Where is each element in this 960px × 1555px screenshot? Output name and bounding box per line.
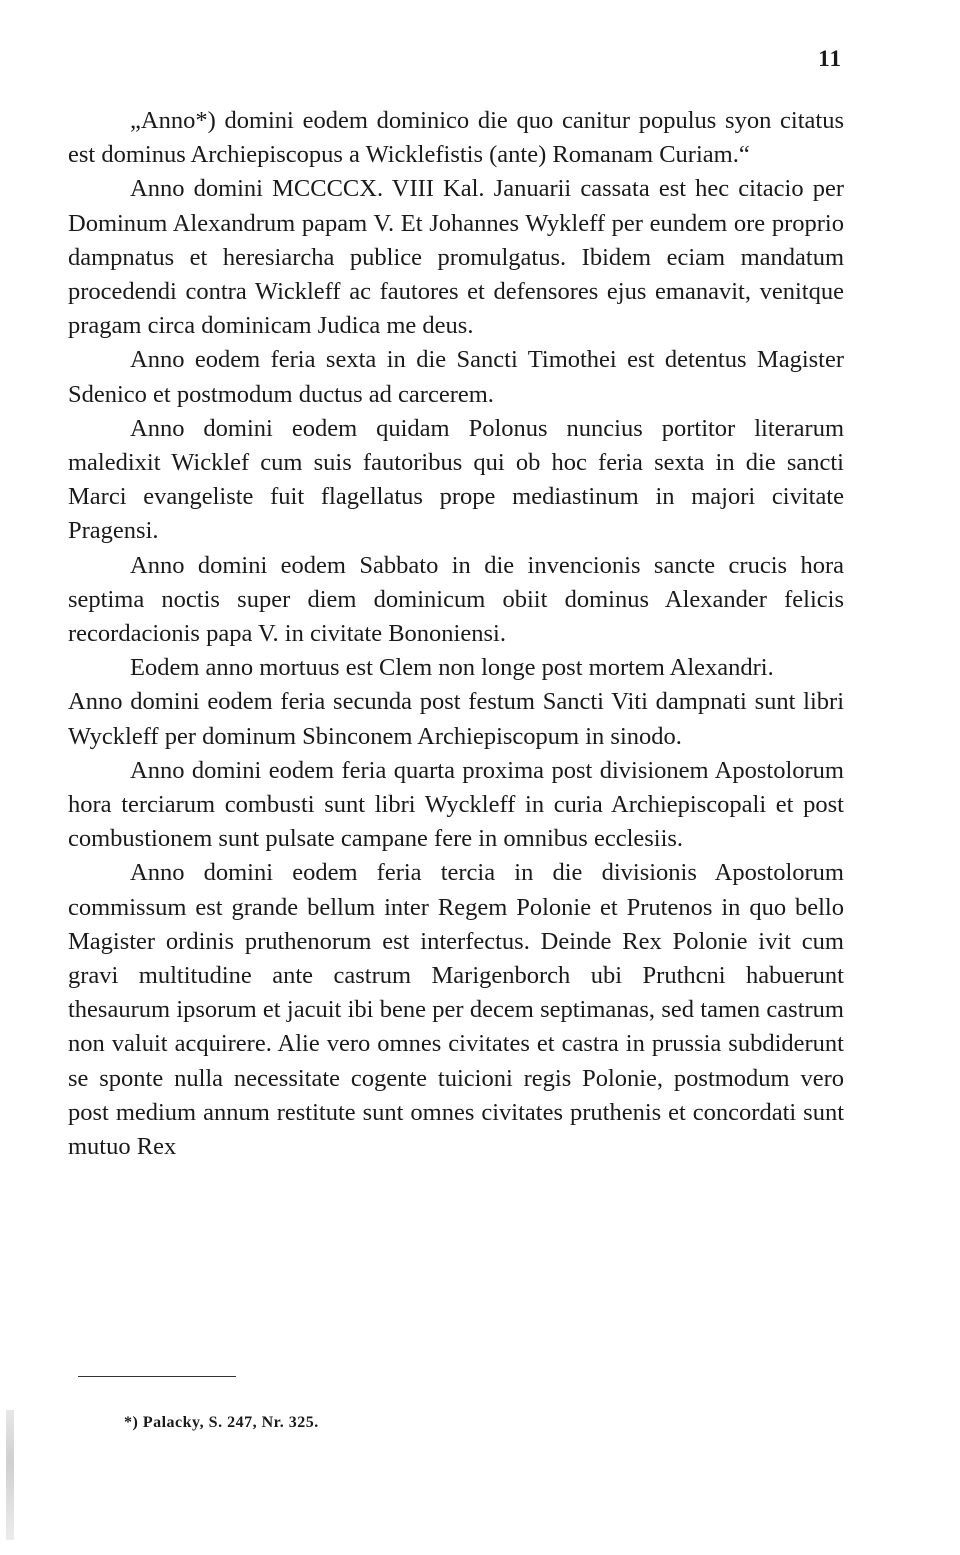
scan-gutter-shadow <box>6 1410 14 1540</box>
footnote: *) Palacky, S. 247, Nr. 325. <box>124 1414 319 1431</box>
paragraph-2: Anno domini MCCCCX. VIII Kal. Januarii cassata est hec citacio per Dominum Alexandrum papam V. Et Johannes Wykleff per eundem ore proprio dampnatus et heresiarcha publice promulgatus. Ibidem eciam mandatum procedendi contra Wickleff ac fautores et defensores ejus emanavit, venitque pragam circa dominicam Judica me deus. <box>68 175 844 340</box>
paragraph-3: Anno eodem feria sexta in die Sancti Timothei est detentus Magister Sdenico et postmodum ductus ad carcerem. <box>68 346 844 408</box>
paragraph-9: Anno domini eodem feria tercia in die divisionis Apostolorum commissum est grande bellum inter Regem Polonie et Prutenos in quo bello Magister ordinis pruthenorum est interfectus. Deinde Rex Polonie ivit cum gravi multitudine ante castrum Marigenborch ubi Pruthcni habuerunt thesaurum ipsorum et jacuit ibi bene per decem septimanas, sed tamen castrum non valuit acquirere. Alie vero omnes civitates et castra in prussia subdiderunt se sponte nulla necessitate cogente tuicioni regis Polonie, postmodum vero post medium annum restitute sunt omnes civitates pruthenis et concordati sunt mutuo Rex <box>68 859 844 1161</box>
paragraph-4: Anno domini eodem quidam Polonus nuncius portitor literarum maledixit Wicklef cum suis fautoribus qui ob hoc feria sexta in die sancti Marci evangeliste fuit flagellatus prope mediastinum in majori civitate Pragensi. <box>68 414 844 545</box>
paragraph-8: Anno domini eodem feria quarta proxima post divisionem Apostolorum hora terciarum combusti sunt libri Wyckleff in curia Archiepiscopali et post combustionem sunt pulsate campane fere in omnibus ecclesiis. <box>68 756 844 853</box>
footnote-divider <box>78 1376 236 1377</box>
paragraph-7: Anno domini eodem feria secunda post festum Sancti Viti dampnati sunt libri Wyckleff per dominum Sbinconem Archiepiscopum in sinodo. <box>68 688 844 750</box>
paragraph-5: Anno domini eodem Sabbato in die invencionis sancte crucis hora septima noctis super diem dominicum obiit dominus Alexander felicis recordacionis papa V. in civitate Bononiensi. <box>68 551 844 648</box>
paragraph-6: Eodem anno mortuus est Clem non longe post mortem Alexandri. <box>130 654 774 682</box>
paragraph-1: „Anno*) domini eodem dominico die quo canitur populus syon citatus est dominus Archiepiscopus a Wicklefistis (ante) Romanam Curiam.“ <box>68 107 844 169</box>
body-text <box>68 104 844 1164</box>
page-number: 11 <box>818 46 842 71</box>
